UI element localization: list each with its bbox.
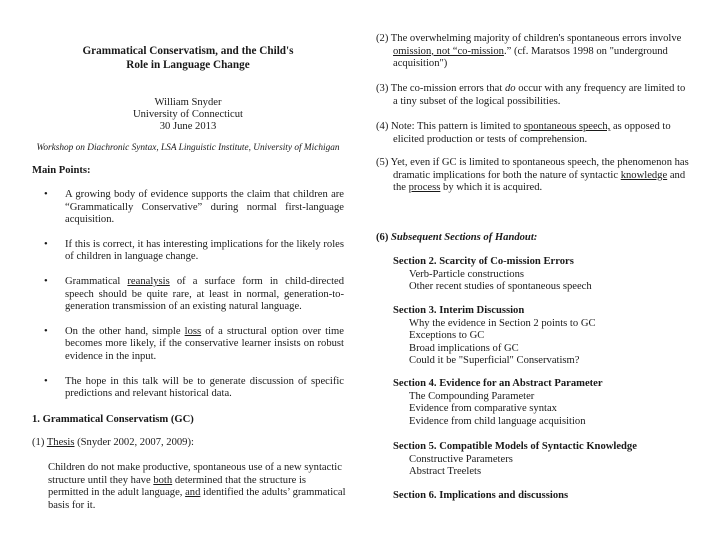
affiliation: University of Connecticut xyxy=(132,109,244,121)
document-title xyxy=(32,44,344,72)
section-subitem: Evidence from comparative syntax xyxy=(409,403,557,415)
item-text: as opposed to elicited production or tests of comprehension. xyxy=(393,121,671,145)
section-title: Section 5. Compatible Models of Syntactic Knowledge xyxy=(393,441,637,452)
underlined-term: spontaneous speech, xyxy=(523,121,611,132)
section-subitem: Evidence from child language acquisition xyxy=(409,415,586,427)
item-text: and the xyxy=(393,169,686,194)
underlined-term: process xyxy=(408,182,441,194)
item-text: (5) Yet, even if GC is limited to spontaneous speech, the phenomenon has dramatic implications for both the nature of syntactic xyxy=(376,157,689,181)
section-subitem: Could it be "Superficial" Conservatism? xyxy=(409,355,580,367)
main-point-item xyxy=(32,239,344,264)
handout-section xyxy=(393,256,690,294)
handout-section xyxy=(393,305,690,368)
underlined-term: both xyxy=(153,474,173,486)
bullet-icon: • xyxy=(44,325,48,337)
thesis-citation: (Snyder 2002, 2007, 2009): xyxy=(74,437,194,448)
section-subitem: Abstract Treelets xyxy=(409,466,482,478)
numbered-item-5 xyxy=(376,157,690,195)
main-point-item xyxy=(32,276,344,314)
main-point-text-post: of a structural option over time becomes more likely, if the conservative learner insists on robust evidence in the input. xyxy=(65,325,344,362)
main-point-text: If this is correct, it has interesting implications for the likely roles of children in language change. xyxy=(65,238,344,263)
item-number: (6) xyxy=(376,232,392,243)
numbered-item-2 xyxy=(376,33,690,71)
section-subitem: Verb-Particle constructions xyxy=(409,268,525,280)
section-subitem: Broad implications of GC xyxy=(409,342,519,354)
date: 30 June 2013 xyxy=(159,121,217,133)
section-subitem: Why the evidence in Section 2 points to GC xyxy=(409,317,596,329)
main-point-text-post: of a surface form in child-directed speech should be quite rare, at least in normal, generation-to-generation transmission of an existing natural language. xyxy=(65,275,345,313)
item-text: .” (cf. Maratsos 1998 on "underground acquisition") xyxy=(393,45,668,70)
section-title: Section 3. Interim Discussion xyxy=(393,305,525,316)
thesis-text: Children do not make productive, spontaneous use of a new syntactic structure until they have xyxy=(48,462,342,486)
author-name: William Snyder xyxy=(154,97,222,108)
thesis-line xyxy=(32,437,194,450)
thesis-body xyxy=(48,462,348,512)
underlined-term: loss xyxy=(184,325,202,337)
section-subitem: Constructive Parameters xyxy=(409,453,513,465)
italic-term: do xyxy=(504,83,516,94)
section-subitem: The Compounding Parameter xyxy=(409,390,535,402)
underlined-term: reanalysis xyxy=(127,275,170,287)
underlined-term: knowledge xyxy=(620,169,668,181)
main-points-list xyxy=(32,189,344,413)
bullet-icon: • xyxy=(44,238,48,250)
main-point-text: The hope in this talk will be to generate discussion of specific predictions and relevant historical data. xyxy=(65,375,344,400)
workshop-line: Workshop on Diachronic Syntax, LSA Linguistic Institute, University of Michigan xyxy=(36,143,340,153)
main-point-item xyxy=(32,189,344,227)
main-point-item xyxy=(32,376,344,401)
section-subitem: Exceptions to GC xyxy=(409,330,485,342)
main-point-text-pre: Grammatical xyxy=(65,275,128,287)
underlined-term: and xyxy=(185,487,201,499)
handout-section xyxy=(393,378,690,428)
item-text: occur with any frequency are limited to a tiny subset of the logical possibilities. xyxy=(393,83,686,107)
item-text: by which it is acquired. xyxy=(440,182,543,194)
item-text: (3) The co-mission errors that xyxy=(376,83,505,94)
main-point-item xyxy=(32,326,344,364)
thesis-text: identified the adults’ grammatical basis for it. xyxy=(48,487,346,511)
bullet-icon: • xyxy=(44,375,48,387)
numbered-item-3 xyxy=(376,83,690,108)
main-point-text-pre: On the other hand, simple xyxy=(65,325,185,337)
handout-section xyxy=(393,441,690,479)
section-title: Section 6. Implications and discussions xyxy=(393,490,569,501)
bullet-icon: • xyxy=(44,275,48,287)
item-text: (4) Note: This pattern is limited to xyxy=(376,121,524,132)
thesis-label: Thesis xyxy=(46,437,75,448)
author-block xyxy=(32,97,344,134)
section-1-heading: 1. Grammatical Conservatism (GC) xyxy=(32,414,194,425)
main-point-text: A growing body of evidence supports the claim that children are “Grammatically Conservative” during normal first-language acquisition. xyxy=(65,189,344,226)
section-title: Section 4. Evidence for an Abstract Parameter xyxy=(393,378,603,389)
numbered-item-4 xyxy=(376,121,690,146)
handout-section xyxy=(393,490,690,503)
section-subitem: Other recent studies of spontaneous speech xyxy=(409,281,592,293)
underlined-term: omission, not “co-mission xyxy=(393,45,504,57)
handout-heading-text: Subsequent Sections of Handout: xyxy=(391,232,538,243)
thesis-text: determined that the structure is permitted in the adult language, xyxy=(48,474,307,499)
item-text: (2) The overwhelming majority of children's spontaneous errors involve xyxy=(376,33,682,44)
title-line-1: Grammatical Conservatism, and the Child's xyxy=(82,45,294,57)
bullet-icon: • xyxy=(44,189,48,200)
section-title: Section 2. Scarcity of Co-mission Errors xyxy=(393,256,574,267)
handout-sections-heading xyxy=(376,232,537,245)
title-line-2: Role in Language Change xyxy=(126,59,250,71)
thesis-number: (1) xyxy=(32,437,47,448)
main-points-heading: Main Points: xyxy=(32,165,91,176)
